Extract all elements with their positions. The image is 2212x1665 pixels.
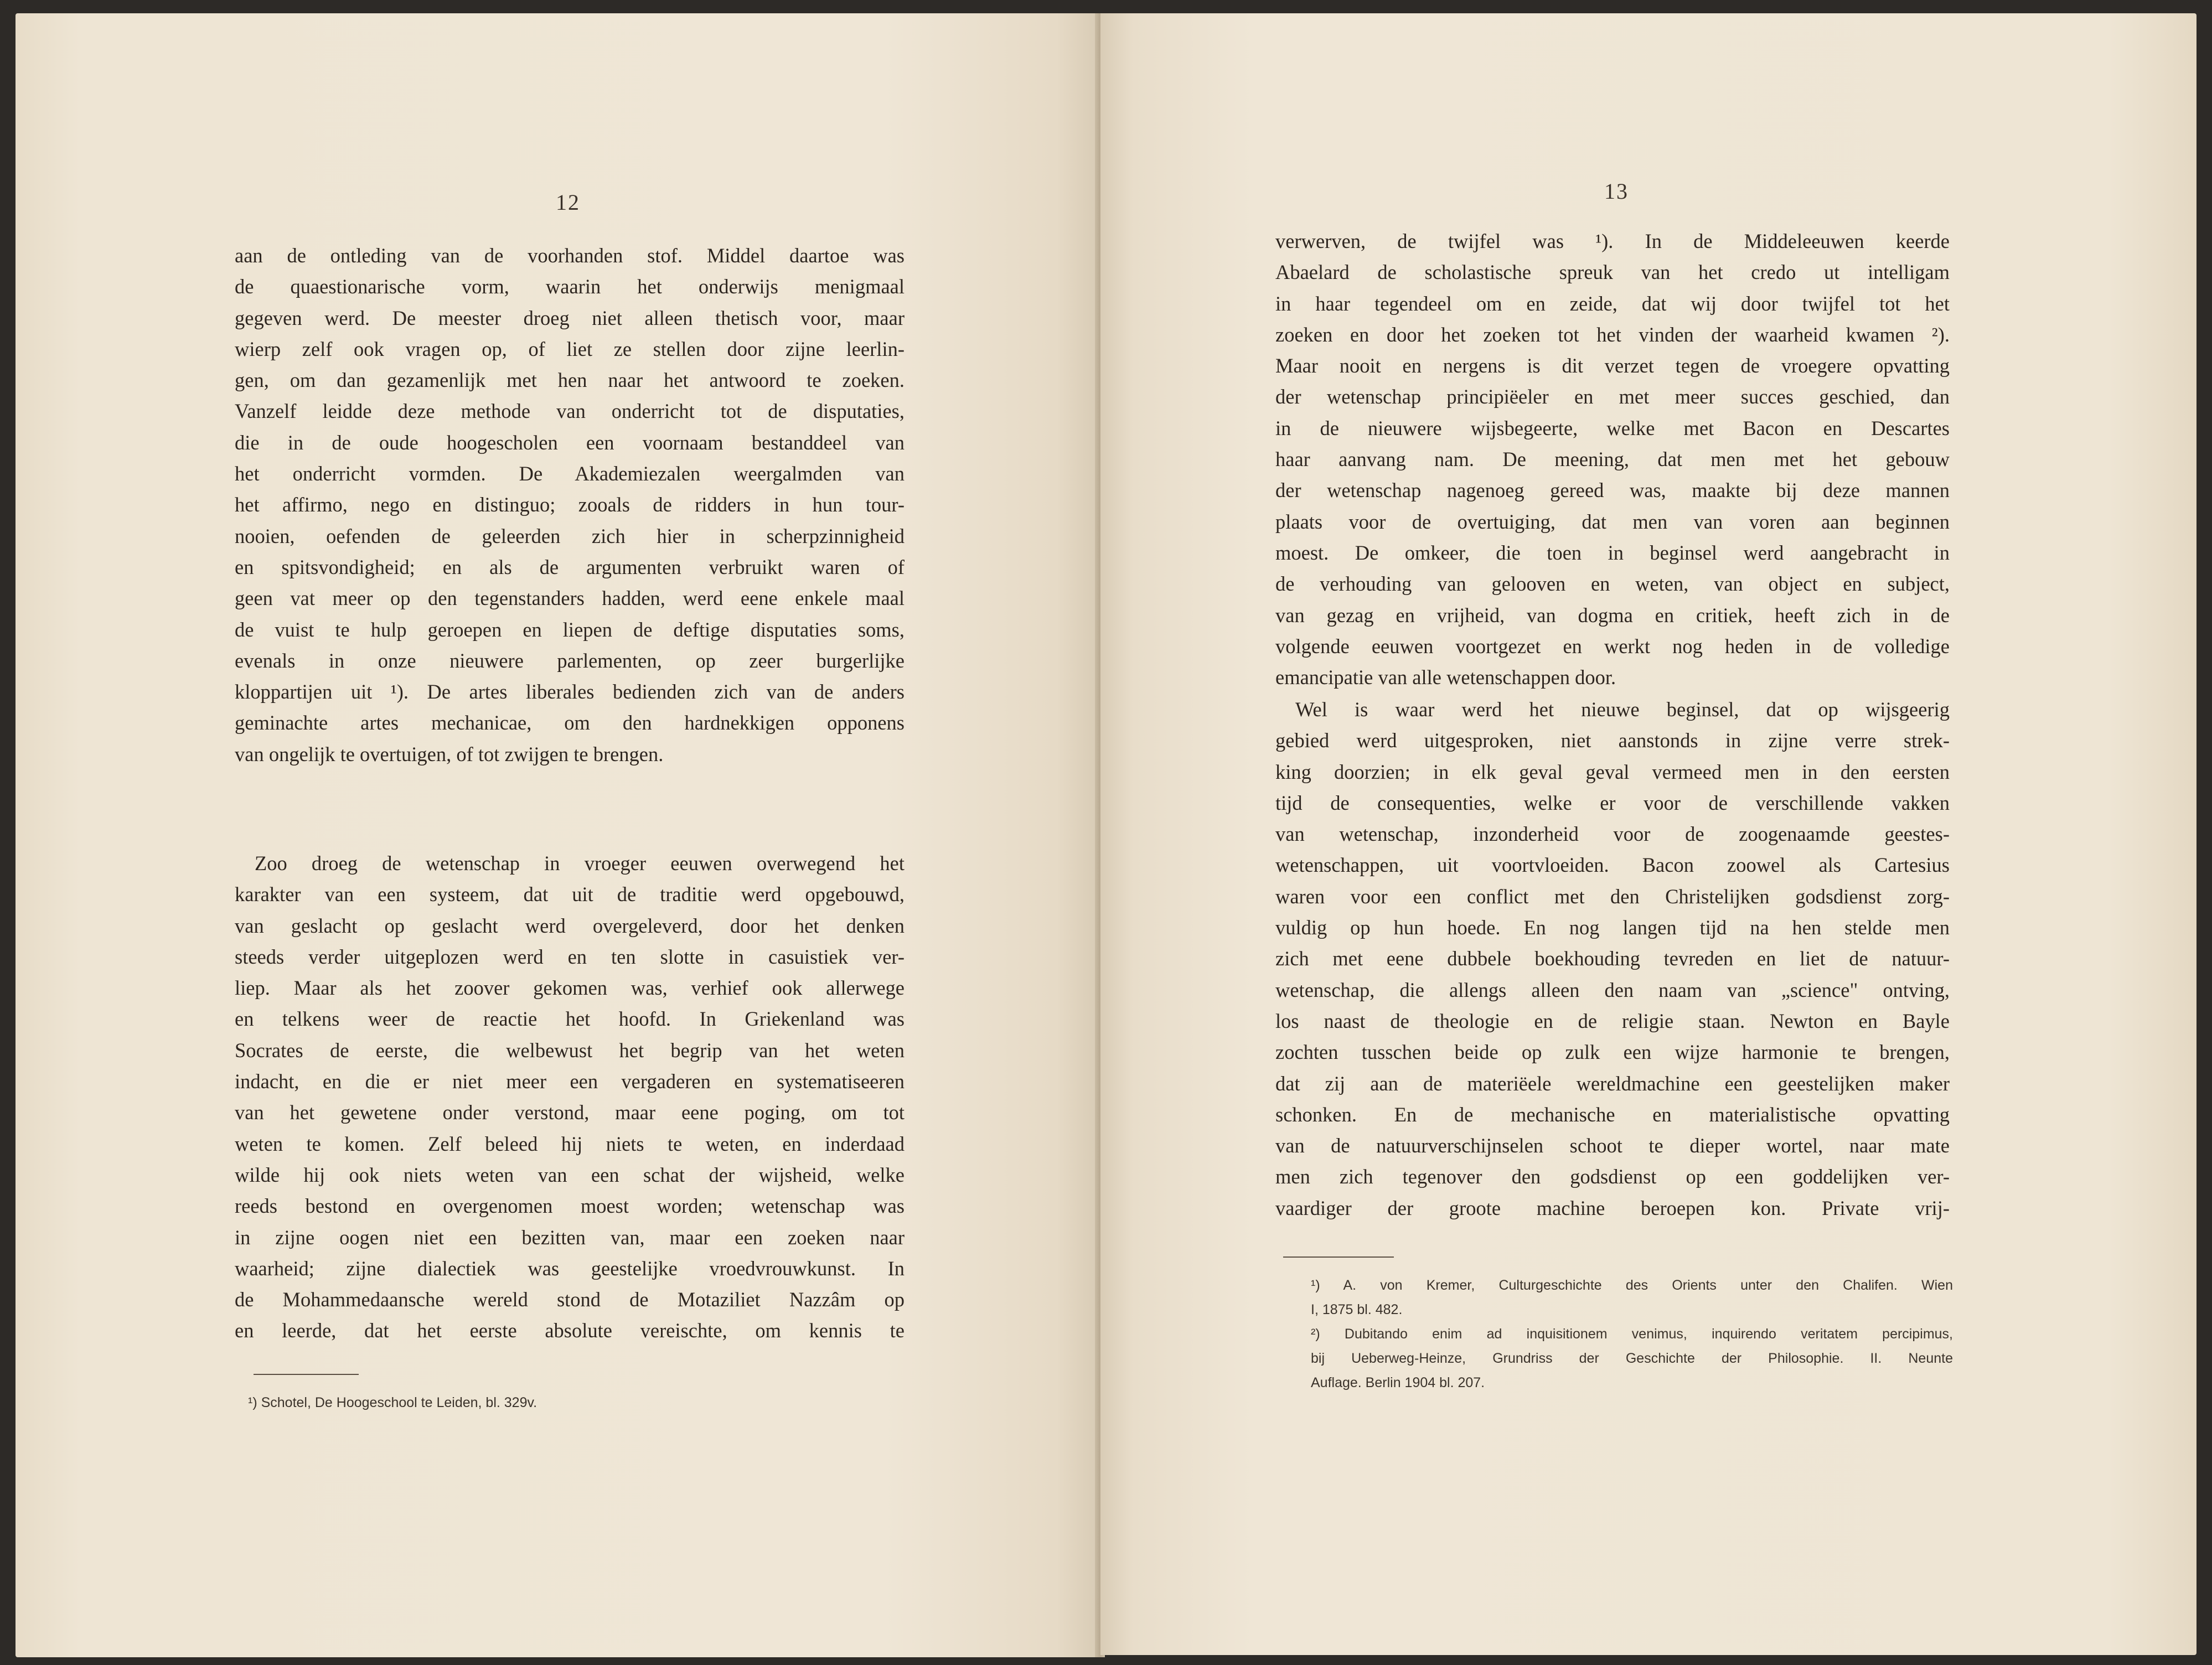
text-line: Abaelard de scholastische spreuk van het credo ut intelligam (1275, 261, 1950, 284)
text-line: Vanzelf leidde deze methode van onderricht tot de disputaties, (235, 400, 905, 423)
left-page (15, 13, 1099, 1657)
text-line: van geslacht op geslacht werd overgeleverd, door het denken (235, 914, 905, 937)
text-line: gebied werd uitgesproken, niet aanstonds in zijne verre strek- (1275, 729, 1950, 752)
text-line: in haar tegendeel om en zeide, dat wij door twijfel tot het (1275, 292, 1950, 315)
text-line: vuldig op hun hoede. En nog langen tijd na hen stelde men (1275, 916, 1950, 939)
text-line: in de nieuwere wijsbegeerte, welke met Bacon en Descartes (1275, 416, 1950, 439)
text-line: de quaestionarische vorm, waarin het onderwijs menigmaal (235, 275, 905, 298)
text-line: vaardiger der groote machine beroepen kon. Private vrij- (1275, 1196, 1950, 1219)
footnote-rule (254, 1374, 359, 1375)
text-line: steeds verder uitgeplozen werd en ten slotte in casuistiek ver- (235, 945, 905, 968)
text-line: Zoo droeg de wetenschap in vroeger eeuwen overwegend het (255, 852, 905, 875)
footnote: ²) Dubitando enim ad inquisitionem venimus, inquirendo veritatem percipimus, (1311, 1326, 1953, 1342)
text-line: de Mohammedaansche wereld stond de Motaziliet Nazzâm op (235, 1288, 905, 1311)
text-line: moest. De omkeer, die toen in beginsel werd aangebracht in (1275, 541, 1950, 564)
paragraph (1275, 226, 1950, 693)
text-line: Wel is waar werd het nieuwe beginsel, dat op wijsgeerig (1295, 698, 1950, 721)
text-line: aan de ontleding van de voorhanden stof. Middel daartoe was (235, 244, 905, 267)
text-line: evenals in onze nieuwere parlementen, op zeer burgerlijke (235, 649, 905, 672)
text-line: wetenschap, die allengs alleen den naam van „science" ontving, (1275, 978, 1950, 1001)
text-line: king doorzien; in elk geval geval vermeed men in den eersten (1275, 760, 1950, 783)
text-line: der wetenschap principiëeler en met meer succes geschied, dan (1275, 385, 1950, 409)
text-line: Socrates de eerste, die welbewust het begrip van het weten (235, 1038, 905, 1062)
footnotes (248, 1390, 912, 1415)
text-line: weten te komen. Zelf beleed hij niets te weten, en inderdaad (235, 1132, 905, 1155)
text-line: karakter van een systeem, dat uit de traditie werd opgebouwd, (235, 883, 905, 906)
text-line: dat zij aan de materiëele wereldmachine een geestelijken maker (1275, 1072, 1950, 1095)
paragraph (235, 848, 905, 1347)
text-line: de verhouding van gelooven en weten, van object en subject, (1275, 572, 1950, 596)
text-line: plaats voor de overtuiging, dat men van voren aan beginnen (1275, 510, 1950, 533)
text-line: der wetenschap nagenoeg gereed was, maakte bij deze mannen (1275, 479, 1950, 502)
text-line: van de natuurverschijnselen schoot te dieper wortel, naar mate (1275, 1134, 1950, 1157)
text-line: wierp zelf ook vragen op, of liet ze stellen door zijne leerlin- (235, 337, 905, 360)
text-line: Maar nooit en nergens is dit verzet tegen de vroegere opvatting (1275, 354, 1950, 378)
text-line: gegeven werd. De meester droeg niet alleen thetisch voor, maar (235, 306, 905, 329)
text-line: emancipatie van alle wetenschappen door. (1275, 666, 1616, 689)
text-line: tijd de consequenties, welke er voor de verschillende vakken (1275, 791, 1950, 814)
text-line: het onderricht vormden. De Akademiezalen weergalmden van (235, 462, 905, 485)
text-line: van het gewetene onder verstond, maar eene poging, om tot (235, 1101, 905, 1124)
text-line: geminachte artes mechanicae, om den hardnekkigen opponens (235, 711, 905, 735)
text-line: waarheid; zijne dialectiek was geestelijke vroedvrouwkunst. In (235, 1256, 905, 1280)
text-line: van wetenschap, inzonderheid voor de zoogenaamde geestes- (1275, 823, 1950, 846)
footnote: ¹) Schotel, De Hoogeschool te Leiden, bl. 329v. (248, 1395, 538, 1410)
text-line: en spitsvondigheid; en als de argumenten verbruikt waren of (235, 555, 905, 578)
text-line: schonken. En de mechanische en materialistische opvatting (1275, 1103, 1950, 1126)
text-line: verwerven, de twijfel was ¹). In de Middeleeuwen keerde (1275, 230, 1950, 252)
text-line: wetenschappen, uit voortvloeiden. Bacon zoowel als Cartesius (1275, 854, 1950, 877)
text-line: zoeken en door het zoeken tot het vinden der waarheid kwamen ²). (1275, 323, 1950, 346)
right-page (1100, 13, 2197, 1655)
text-line: en telkens weer de reactie het hoofd. In Griekenland was (235, 1007, 905, 1031)
text-line: indacht, en die er niet meer een vergaderen en systematiseeren (235, 1070, 905, 1093)
footnote: I, 1875 bl. 482. (1311, 1302, 1403, 1317)
text-line: zich met eene dubbele boekhouding tevreden en liet de natuur- (1275, 947, 1950, 970)
book-spread (15, 13, 2197, 1657)
text-line: die in de oude hoogescholen een voornaam bestanddeel van (235, 431, 905, 454)
page-number: 12 (556, 190, 580, 215)
text-line: geen vat meer op den tegenstanders hadden, werd eene enkele maal (235, 587, 905, 610)
text-line: gen, om dan gezamenlijk met hen naar het antwoord te zoeken. (235, 369, 905, 392)
paragraph (1275, 694, 1950, 1224)
text-line: reeds bestond en overgenomen moest worden; wetenschap was (235, 1195, 905, 1218)
text-line: nooien, oefenden de geleerden zich hier in scherpzinnigheid (235, 524, 905, 547)
page-number: 13 (1604, 179, 1629, 204)
text-line: in zijne oogen niet een bezitten van, maar een zoeken naar (235, 1226, 905, 1249)
text-line: de vuist te hulp geroepen en liepen de deftige disputaties soms, (235, 618, 905, 641)
text-line: wilde hij ook niets weten van een schat der wijsheid, welke (235, 1163, 905, 1186)
text-line: zochten tusschen beide op zulk een wijze harmonie te brengen, (1275, 1041, 1950, 1064)
footnote: ¹) A. von Kremer, Culturgeschichte des Orients unter den Chalifen. Wien (1311, 1278, 1953, 1293)
text-line: haar aanvang nam. De meening, dat men met het gebouw (1275, 448, 1950, 471)
text-line: het affirmo, nego en distinguo; zooals de ridders in hun tour- (235, 493, 905, 516)
text-line: kloppartijen uit ¹). De artes liberales bedienden zich van de anders (235, 680, 905, 704)
text-line: van ongelijk te overtuigen, of tot zwijgen te brengen. (235, 742, 664, 766)
text-line: waren voor een conflict met den Christelijken godsdienst zorg- (1275, 885, 1950, 908)
footnotes (1311, 1273, 1953, 1395)
paragraph (235, 240, 905, 770)
text-line: volgende eeuwen voortgezet en werkt nog heden in de volledige (1275, 634, 1950, 658)
footnote: bij Ueberweg-Heinze, Grundriss der Geschichte der Philosophie. II. Neunte (1311, 1351, 1953, 1366)
text-line: en leerde, dat het eerste absolute vereischte, om kennis te (235, 1319, 905, 1342)
footnote-rule (1283, 1256, 1394, 1258)
footnote: Auflage. Berlin 1904 bl. 207. (1311, 1375, 1485, 1390)
text-line: los naast de theologie en de religie staan. Newton en Bayle (1275, 1009, 1950, 1032)
text-line: men zich tegenover den godsdienst op een goddelijken ver- (1275, 1165, 1950, 1188)
text-line: van gezag en vrijheid, van dogma en critiek, heeft zich in de (1275, 603, 1950, 627)
text-line: liep. Maar als het zoover gekomen was, verhief ook allerwege (235, 976, 905, 1000)
